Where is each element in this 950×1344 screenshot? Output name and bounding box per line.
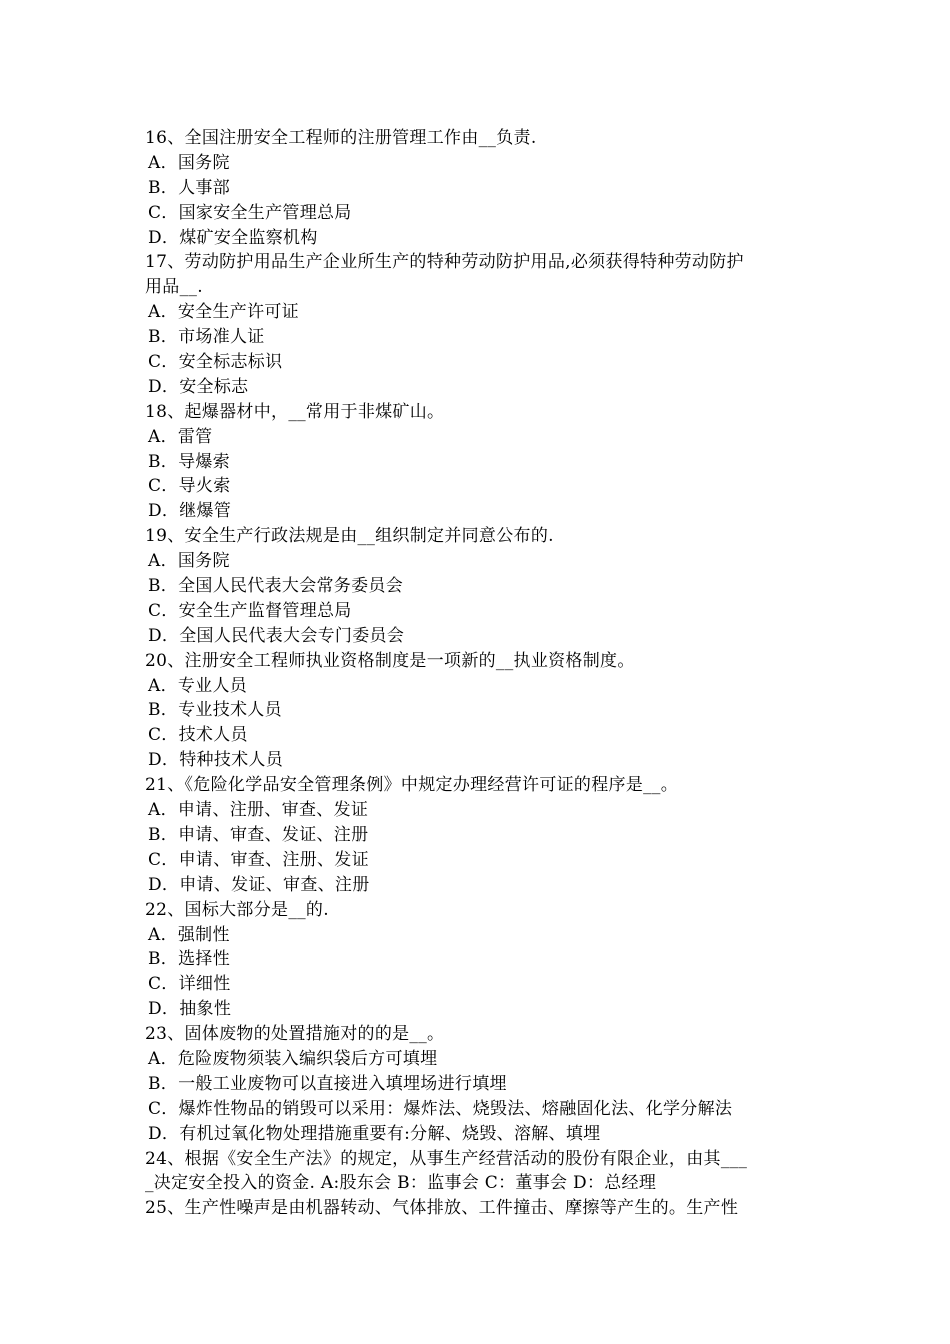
answer-option: B．人事部 bbox=[148, 177, 230, 198]
question-text: 21、《危险化学品安全管理条例》中规定办理经营许可证的程序是__。 bbox=[145, 775, 679, 796]
question-text: 23、固体废物的处置措施对的的是__。 bbox=[145, 1024, 445, 1045]
answer-option: D．继爆管 bbox=[148, 501, 232, 522]
answer-option: C．爆炸性物品的销毁可以采用：爆炸法、烧毁法、熔融固化法、化学分解法 bbox=[148, 1098, 733, 1119]
answer-option: C．安全标志标识 bbox=[148, 352, 283, 373]
answer-option: C．国家安全生产管理总局 bbox=[148, 202, 352, 223]
question-text: 用品__. bbox=[145, 277, 203, 298]
answer-option: A．申请、注册、审查、发证 bbox=[148, 800, 369, 821]
answer-option: D．有机过氧化物处理措施重要有:分解、烧毁、溶解、填埋 bbox=[148, 1123, 601, 1144]
question-text: 17、劳动防护用品生产企业所生产的特种劳动防护用品,必须获得特种劳动防护 bbox=[145, 252, 744, 273]
answer-option: B．市场准人证 bbox=[148, 327, 265, 348]
answer-option: B．一般工业废物可以直接进入填埋场进行填埋 bbox=[148, 1073, 507, 1094]
answer-option: B．导爆索 bbox=[148, 451, 230, 472]
answer-option: C．安全生产监督管理总局 bbox=[148, 600, 352, 621]
answer-option: C．技术人员 bbox=[148, 725, 248, 746]
question-text: 25、生产性噪声是由机器转动、气体排放、工件撞击、摩擦等产生的。生产性 bbox=[145, 1198, 739, 1219]
answer-option: A．安全生产许可证 bbox=[148, 302, 299, 323]
question-text: 24、根据《安全生产法》的规定，从事生产经营活动的股份有限企业，由其___ bbox=[145, 1148, 748, 1169]
question-text: 19、安全生产行政法规是由__组织制定并同意公布的. bbox=[145, 526, 554, 547]
document-body bbox=[145, 126, 813, 1221]
answer-option: B．申请、审查、发证、注册 bbox=[148, 824, 369, 845]
answer-option: B．全国人民代表大会常务委员会 bbox=[148, 576, 403, 597]
answer-option: C．申请、审查、注册、发证 bbox=[148, 849, 369, 870]
question-text: _决定安全投入的资金. A:股东会 B：监事会 C：董事会 D：总经理 bbox=[145, 1173, 657, 1194]
answer-option: D．煤矿安全监察机构 bbox=[148, 227, 318, 248]
question-text: 16、全国注册安全工程师的注册管理工作由__负责. bbox=[145, 128, 537, 148]
answer-option: B．选择性 bbox=[148, 949, 230, 970]
question-text: 22、国标大部分是__的. bbox=[145, 899, 329, 920]
answer-option: D．申请、发证、审查、注册 bbox=[148, 874, 370, 895]
answer-option: D．特种技术人员 bbox=[148, 750, 284, 771]
answer-option: B．专业技术人员 bbox=[148, 700, 282, 721]
answer-option: A．专业人员 bbox=[148, 675, 248, 696]
answer-option: C．详细性 bbox=[148, 974, 231, 995]
answer-option: A．国务院 bbox=[148, 152, 230, 173]
question-text: 20、注册安全工程师执业资格制度是一项新的__执业资格制度。 bbox=[145, 650, 635, 671]
answer-option: C．导火索 bbox=[148, 476, 231, 497]
answer-option: D．安全标志 bbox=[148, 376, 249, 397]
answer-option: D．抽象性 bbox=[148, 999, 232, 1020]
answer-option: A．危险废物须装入编织袋后方可填埋 bbox=[148, 1048, 438, 1069]
answer-option: A．强制性 bbox=[148, 924, 230, 945]
answer-option: D．全国人民代表大会专门委员会 bbox=[148, 625, 405, 646]
question-text: 18、起爆器材中，__常用于非煤矿山。 bbox=[145, 401, 445, 422]
answer-option: A．雷管 bbox=[148, 426, 213, 447]
answer-option: A．国务院 bbox=[148, 551, 230, 572]
